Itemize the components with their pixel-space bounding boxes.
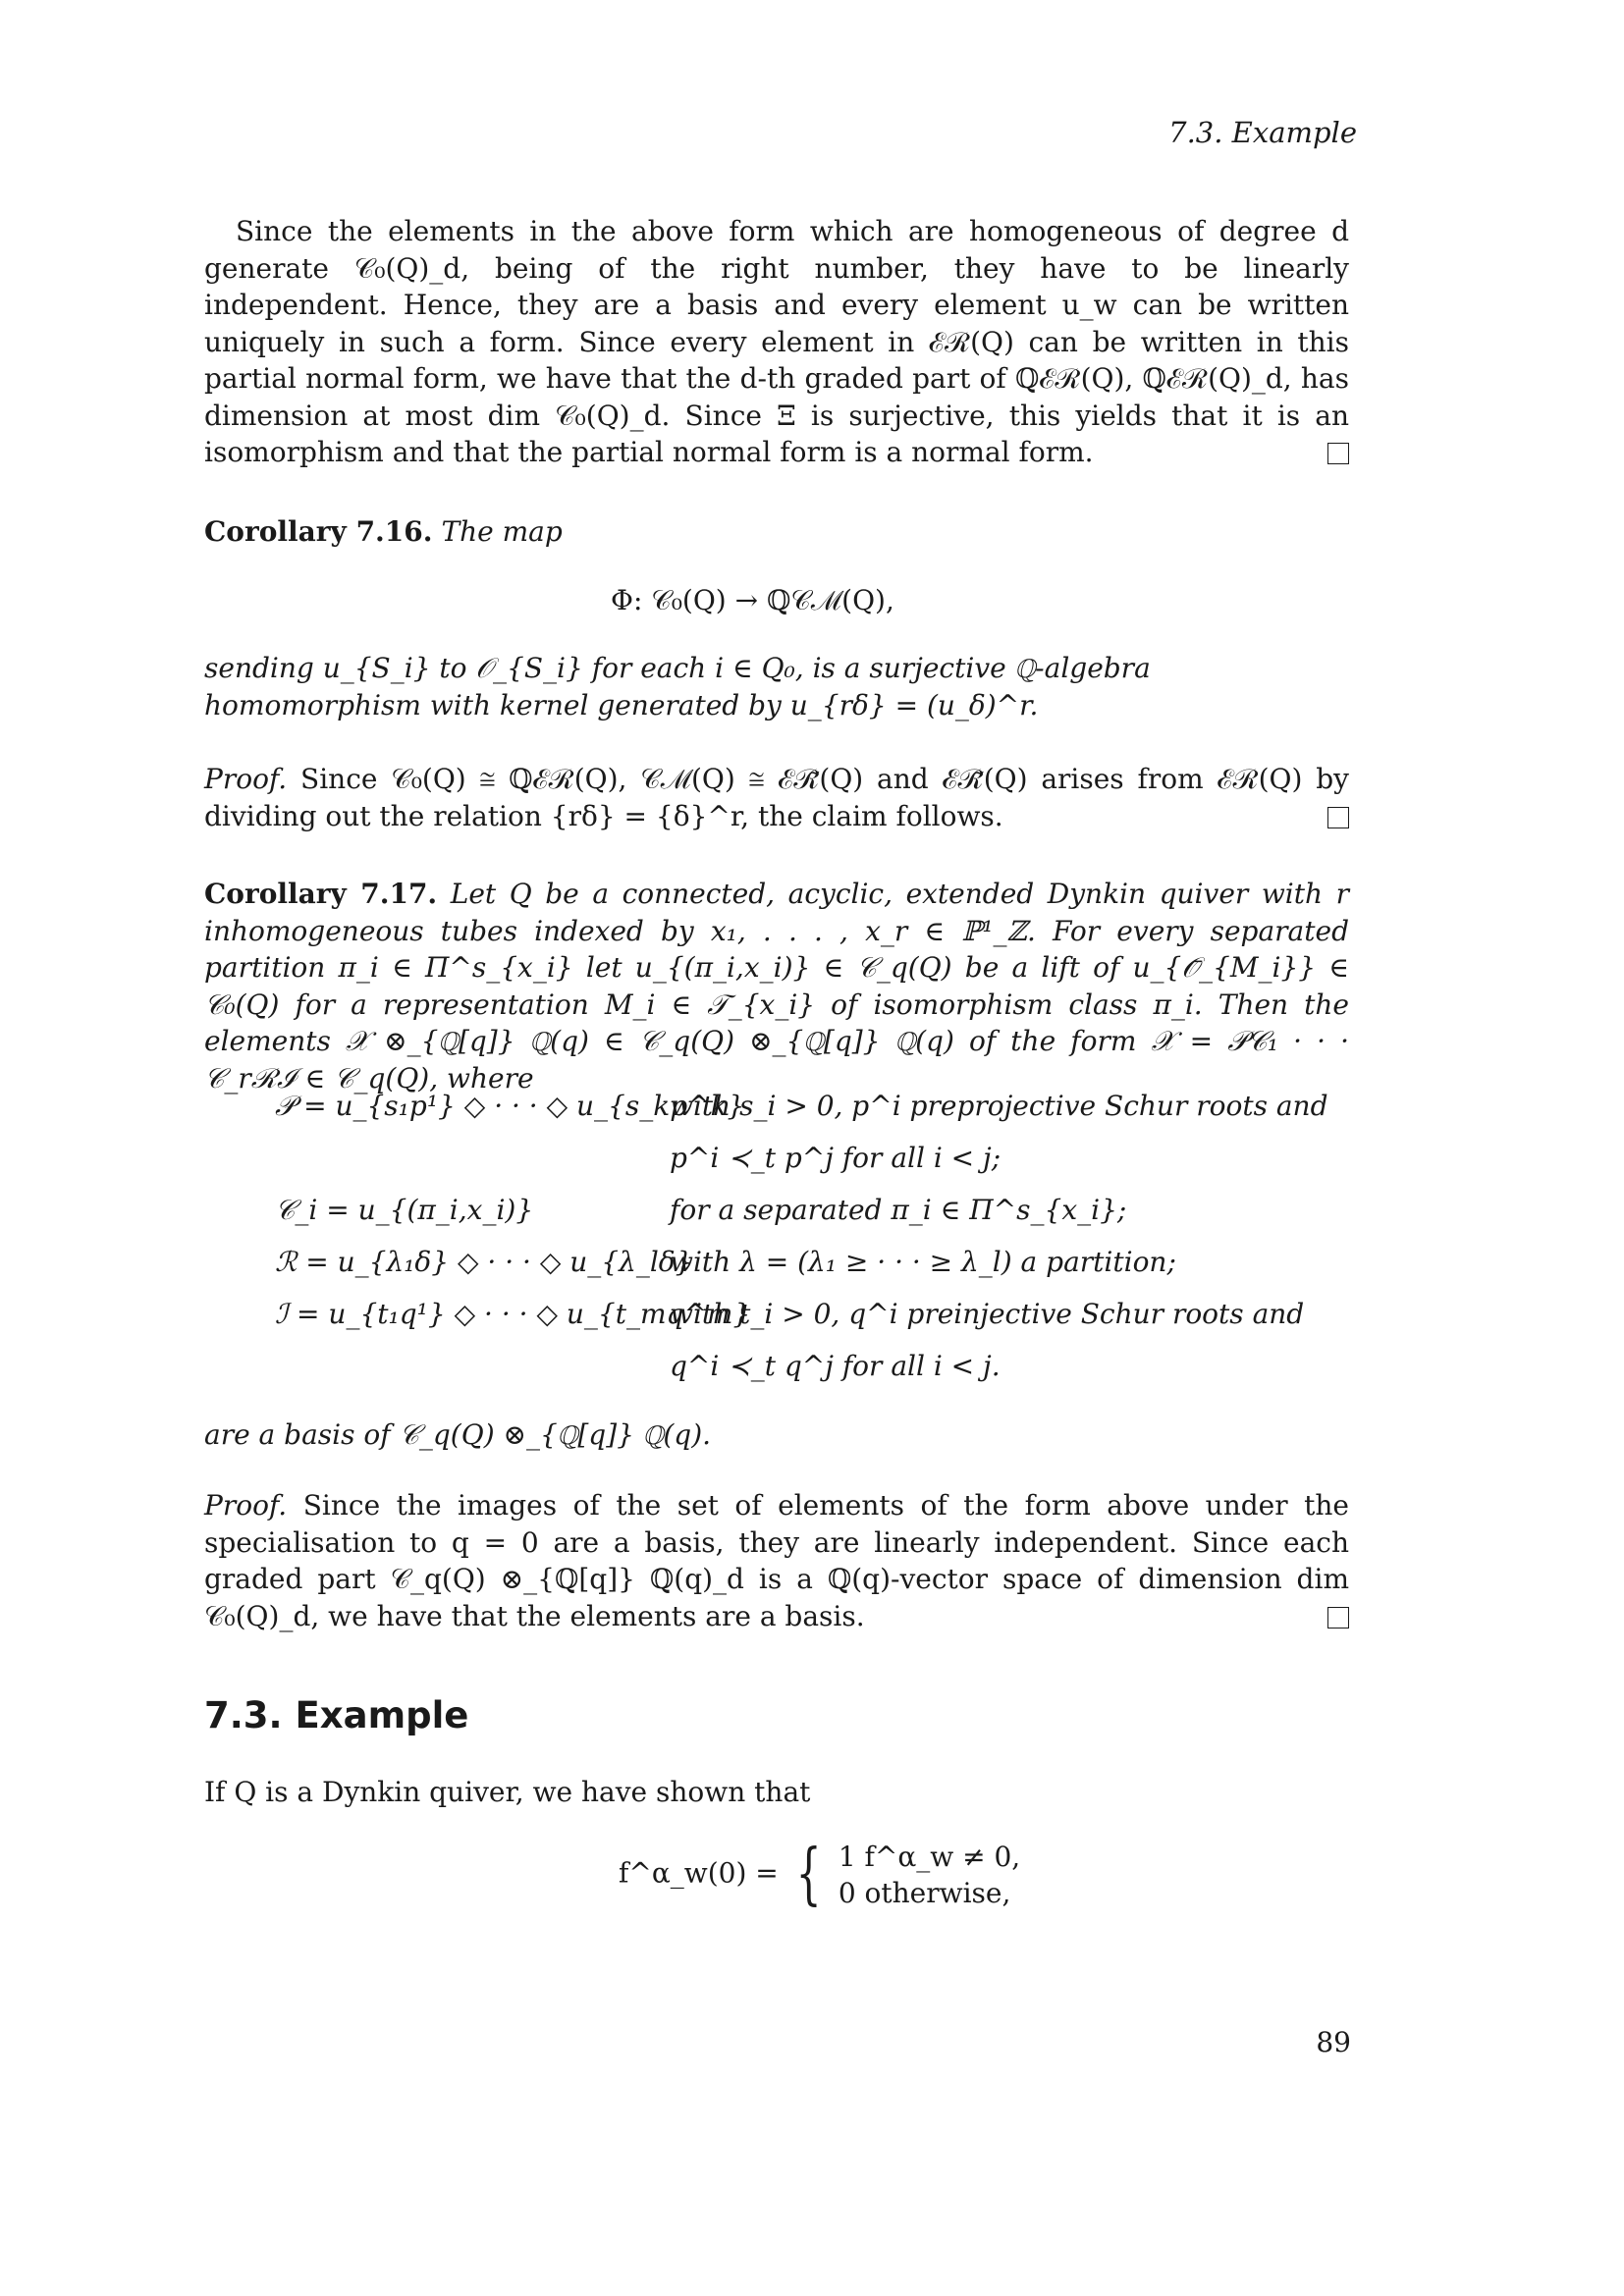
- table-row: [275, 1194, 1355, 1229]
- table-lhs: ℐ = u_{t₁q¹} ◇ · · · ◇ u_{t_mq^m}: [275, 1298, 751, 1330]
- qed-square-icon: [1327, 443, 1349, 464]
- proof-1: [204, 761, 1349, 834]
- left-brace-icon: {: [795, 1836, 822, 1913]
- running-head: 7.3. Example: [1168, 116, 1357, 149]
- paragraph-proof-end: [204, 213, 1349, 471]
- cases-block: [839, 1839, 1020, 1911]
- page-number: 89: [1316, 2026, 1351, 2058]
- corollary-7-17-end: are a basis of 𝒞_q(Q) ⊗_{ℚ[q]} ℚ(q).: [204, 1418, 712, 1451]
- table-lhs: 𝒫 = u_{s₁p¹} ◇ · · · ◇ u_{s_kp^k}: [275, 1090, 745, 1122]
- proof-text: Since the images of the set of elements of the form above under the specialisation to q = 0 are a basis, they are linearly independent. Since each graded part 𝒞_q(Q) ⊗_{ℚ[q]} ℚ(q)_d is a ℚ(q)-vector space of dimension dim 𝒞₀(Q)_d, we have that the elements are a basis.: [204, 1489, 1349, 1632]
- case-1: 1 f^α_w ≠ 0,: [838, 1841, 1021, 1873]
- table-row: [275, 1298, 1355, 1333]
- table-row: [275, 1090, 1355, 1125]
- corollary-label: Corollary 7.17.: [204, 878, 438, 910]
- qed-square-icon: [1327, 807, 1349, 828]
- table-rhs: with s_i > 0, p^i preprojective Schur roots and: [670, 1090, 1328, 1122]
- paragraph-example: If Q is a Dynkin quiver, we have shown that: [204, 1776, 811, 1808]
- proof-2: [204, 1487, 1349, 1634]
- corollary-7-16-body: sending u_{S_i} to 𝒪_{S_i} for each i ∈ Q₀, is a surjective ℚ-algebra homomorphism with kernel generated by u_{rδ} = (u_δ)^r.: [204, 652, 1151, 721]
- paragraph-1: Since the elements in the above form which are homogeneous of degree d generate 𝒞₀(Q)_d, being of the right number, they have to be linearly independent. Hence, they are a basis and every element u_w can be written uniquely in such a form. Since every element in ℰℛ(Q) can be written in this partial normal form, we have that the d-th graded part of ℚℰℛ(Q), ℚℰℛ(Q)_d, has dimension at most dim 𝒞₀(Q)_d. Since Ξ is surjective, this yields that it is an isomorphism and that the partial normal form is a normal form.: [204, 215, 1349, 468]
- corollary-text: Let Q be a connected, acyclic, extended Dynkin quiver with r inhomogeneous tubes indexed by x₁, . . . , x_r ∈ ℙ¹_ℤ. For every separated partition π_i ∈ Π^s_{x_i} let u_{(π_i,x_i)} ∈ 𝒞_q(Q) be a lift of u_{𝒪̄_{M_i}} ∈ 𝒞₀(Q) for a representation M_i ∈ 𝒯_{x_i} of isomorphism class π_i. Then the elements 𝒳 ⊗_{ℚ[q]} ℚ(q) ∈ 𝒞_q(Q) ⊗_{ℚ[q]} ℚ(q) of the form 𝒳 = 𝒫𝒞₁ · · · 𝒞_rℛℐ ∈ 𝒞_q(Q), where: [204, 878, 1349, 1095]
- corollary-label: Corollary 7.16.: [204, 515, 433, 548]
- table-row: [275, 1246, 1355, 1281]
- table-rhs: with λ = (λ₁ ≥ · · · ≥ λ_l) a partition;: [670, 1246, 1176, 1278]
- table-rhs: p^i ≺_t p^j for all i < j;: [670, 1142, 1001, 1174]
- cases-lhs: f^α_w(0) =: [619, 1856, 779, 1890]
- corollary-7-17: [204, 876, 1349, 1096]
- display-equation-cases: [619, 1836, 1021, 1913]
- table-rhs: with t_i > 0, q^i preinjective Schur roots and: [670, 1298, 1305, 1330]
- corollary-7-16: [204, 513, 1349, 551]
- conditions-table: [275, 1090, 1355, 1402]
- table-lhs: ℛ = u_{λ₁δ} ◇ · · · ◇ u_{λ_lδ}: [275, 1246, 693, 1278]
- proof-label: Proof.: [204, 1489, 288, 1522]
- display-equation-phi: Φ: 𝒞₀(Q) → ℚ𝒞ℳ(Q),: [611, 584, 894, 616]
- table-rhs: q^i ≺_t q^j for all i < j.: [670, 1350, 1001, 1382]
- proof-text: Since 𝒞₀(Q) ≅ ℚℰℛ(Q), 𝒞ℳ(Q) ≅ ℰℛ̃(Q) and ℰℛ̃(Q) arises from ℰℛ(Q) by dividing out the relation {rδ} = {δ}^r, the claim follows.: [204, 763, 1349, 832]
- table-row: [275, 1350, 1355, 1385]
- table-row: [275, 1142, 1355, 1177]
- section-heading: 7.3. Example: [204, 1694, 469, 1736]
- case-2: 0 otherwise,: [838, 1877, 1011, 1909]
- table-rhs: for a separated π_i ∈ Π^s_{x_i};: [670, 1194, 1127, 1226]
- qed-square-icon: [1327, 1607, 1349, 1629]
- proof-label: Proof.: [204, 763, 288, 795]
- corollary-lead: The map: [441, 515, 563, 548]
- table-lhs: 𝒞_i = u_{(π_i,x_i)}: [275, 1194, 534, 1226]
- paragraph-text: [204, 213, 1349, 471]
